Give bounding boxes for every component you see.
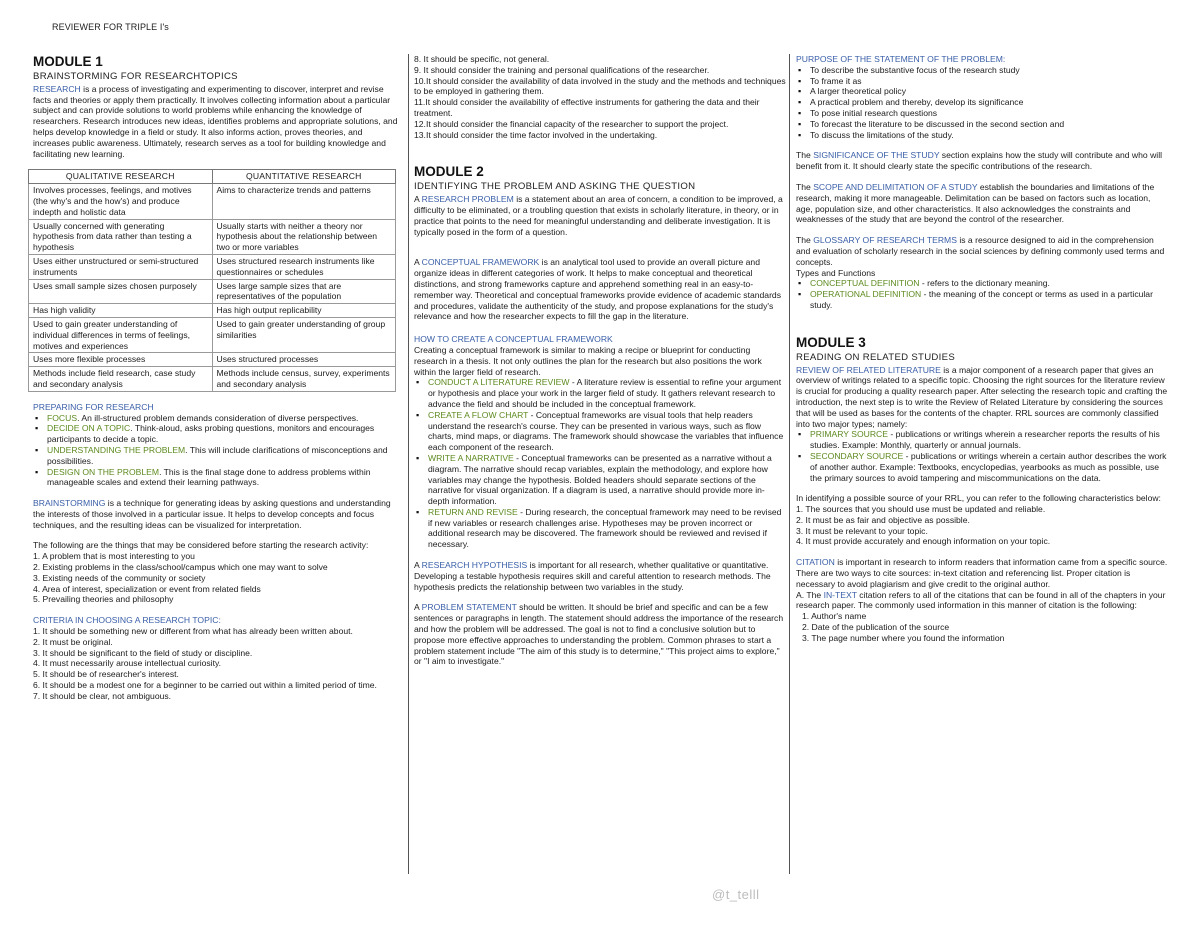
- list-item: [810, 429, 1168, 451]
- definition-text: is a major component of a research paper that gives an overview of writings related to a specific topic. Choosing the right sources for the literature review is crucial for producing a quality research paper. After selecting the research topic and crafting the introduction, the next step is to write the Review of Related Literature by considering the sources that will be used as bases for the contents of the chapter. RRL sources are commonly classified into two major types; namely:: [796, 364, 1168, 429]
- types-label: Types and Functions: [796, 267, 876, 278]
- preparing-list: [33, 413, 400, 489]
- item-text: . An ill-structured problem demands consideration of diverse perspectives.: [77, 412, 359, 423]
- definition-text: is an analytical tool used to provide an overall picture and organize ideas in different categories of work. It helps to make conceptual and theoretical distinctions, and strong frameworks capture and apprehend something real in an easy-to-remember way. Theoretical and conceptual frameworks provide evidence of academic standards and procedures, validate the authenticity of the study, and propose explanations for the study's relevance and how the researcher expects to fill the gap in the literature.: [414, 257, 782, 322]
- table-cell: Uses more flexible processes: [29, 353, 213, 367]
- table-cell: Has high validity: [29, 304, 213, 318]
- list-item: 2. It must be as fair and objective as possible.: [796, 514, 970, 525]
- module-1-subtitle: BRAINSTORMING FOR RESEARCHTOPICS: [33, 71, 238, 82]
- identify-intro: In identifying a possible source of your RRL, you can refer to the following characteristics below:: [796, 493, 1161, 504]
- item-text: - the meaning of the concept or terms as used in a particular study.: [810, 289, 1153, 310]
- term-brainstorming: BRAINSTORMING: [33, 498, 106, 509]
- table-cell: Used to gain greater understanding of group similarities: [212, 317, 396, 352]
- column-divider: [789, 54, 790, 874]
- table-cell: Uses large sample sizes that are representatives of the population: [212, 279, 396, 304]
- table-cell: Aims to characterize trends and patterns: [212, 184, 396, 219]
- table-header-qualitative: QUALITATIVE RESEARCH: [29, 170, 213, 184]
- list-item: ▪ A larger theoretical policy: [810, 86, 1168, 97]
- list-item: [428, 410, 786, 453]
- list-item: [810, 289, 1168, 311]
- following-list: [33, 551, 400, 605]
- list-item: 1. It should be something new or different from what has already been written about.: [33, 626, 353, 637]
- column-divider: [408, 54, 409, 874]
- sources-list: [796, 429, 1168, 483]
- term-research-problem: RESEARCH PROBLEM: [421, 194, 514, 205]
- purpose-heading: PURPOSE OF THE STATEMENT OF THE PROBLEM:: [796, 54, 1006, 64]
- table-row: [29, 184, 396, 219]
- definition-text: section explains how the study will contribute and who will benefit from it. It should clearly state the specific contributions of the research.: [796, 150, 1163, 172]
- term-label: DECIDE ON A TOPIC: [47, 423, 131, 434]
- term-label: WRITE A NARRATIVE: [428, 452, 514, 463]
- prefix-text: A. The: [796, 589, 824, 600]
- research-definition: [33, 84, 400, 160]
- table-row: [29, 279, 396, 304]
- table-cell: Uses structured processes: [212, 353, 396, 367]
- table-cell: Methods include census, survey, experiments and secondary analysis: [212, 367, 396, 392]
- citation-definition: [796, 557, 1168, 589]
- problem-statement-definition: [414, 602, 786, 667]
- significance-definition: [796, 150, 1168, 172]
- column-1: [33, 52, 400, 702]
- term-label: DESIGN ON THE PROBLEM: [47, 466, 160, 477]
- term-label: SECONDARY SOURCE: [810, 450, 904, 461]
- column-3: [796, 54, 1168, 644]
- item-text: - A literature review is essential to refine your argument or hypothesis and place your work in the larger field of study. It gathers relevant research to advance the field and should be included in the conceptual framework.: [428, 377, 782, 409]
- list-item: 11.It should consider the availability of effective instruments for gathering the data and their treatment.: [414, 97, 760, 118]
- list-item: [47, 423, 400, 445]
- list-item: 3. Existing needs of the community or society: [33, 572, 206, 583]
- list-item: ▪ To pose initial research questions: [810, 108, 1168, 119]
- table-header-quantitative: QUANTITATIVE RESEARCH: [212, 170, 396, 184]
- list-item: 6. It should be a modest one for a beginner to be carried out within a limited period of time.: [33, 680, 377, 691]
- definition-text: is a statement about an area of concern, a condition to be improved, a difficulty to be eliminated, or a troubling question that exists in scholarly literature, in theory, or in practice that points to the need for meaningful understanding and deliberate investigation. It is typically posed in the form of a question.: [414, 194, 783, 237]
- table-cell: Methods include field research, case study and secondary analysis: [29, 367, 213, 392]
- list-item: ▪ To forecast the literature to be discussed in the second section and: [810, 119, 1168, 130]
- preparing-heading: PREPARING FOR RESEARCH: [33, 401, 154, 412]
- table-row: [29, 304, 396, 318]
- definition-text: should be written. It should be brief and specific and can be a few sentences or paragraphs in length. The statement should address the importance of the research and how the problem will be addressed. The goal is not to find a conclusive solution but to propose more effective approaches to understanding the problem. Common phrases to start a problem statement include "The aim of this study is to determine," "This project aims to explore," or "I aim to investigate.": [414, 602, 784, 667]
- list-item: 2. It must be original.: [33, 636, 113, 647]
- definition-text: is important in research to inform readers that information came from a specific source. There are two ways to cite sources: in-text citation and referencing list. Proper citation is necessary to avoid plagiarism and give credit to the original author.: [796, 557, 1168, 589]
- term-significance: SIGNIFICANCE OF THE STUDY: [813, 150, 940, 161]
- table-row: [29, 254, 396, 279]
- prefix-text: A: [414, 257, 422, 268]
- table-cell: Usually starts with neither a theory nor hypothesis about the relationship between two or more variables: [212, 219, 396, 254]
- prefix-text: A: [414, 602, 422, 613]
- comparison-table: [28, 169, 396, 391]
- term-label: PRIMARY SOURCE: [810, 429, 888, 440]
- list-item: [428, 377, 786, 409]
- list-item: 9. It should consider the training and personal qualifications of the researcher.: [414, 64, 710, 75]
- scope-definition: [796, 182, 1168, 225]
- list-item: [428, 453, 786, 507]
- list-item: 13.It should consider the time factor involved in the undertaking.: [414, 129, 658, 140]
- prefix-text: The: [796, 181, 814, 192]
- intext-list: [796, 611, 1168, 643]
- list-item: 8. It should be specific, not general.: [414, 54, 550, 64]
- list-item: 5. It should be of researcher's interest.: [33, 669, 179, 680]
- definition-text: citation refers to all of the citations that can be found in all of the chapters in your research paper. The commonly used information in this manner of citation is the following:: [796, 589, 1166, 611]
- list-item: 1. A problem that is most interesting to you: [33, 551, 195, 562]
- list-item: 2. Existing problems in the class/school/campus which one may want to solve: [33, 562, 328, 573]
- identify-list: [796, 504, 1168, 547]
- table-row: [29, 219, 396, 254]
- term-label: CONCEPTUAL DEFINITION: [810, 278, 920, 289]
- prefix-text: A: [414, 194, 422, 205]
- item-text: - Conceptual frameworks are visual tools that help readers understand the research's course. They can be presented in various ways, such as flow charts, mind maps, or diagrams. The framework should showcase the variables that influence each component of the research.: [428, 409, 784, 453]
- table-row: [29, 317, 396, 352]
- list-item: [47, 413, 400, 424]
- definition-text: is a process of investigating and experimenting to discover, interpret and revise facts and theories or apply them practically. It involves collecting information about a particular subject and can provide solutions to world problems while enhancing the knowledge of researchers. Research introduces new ideas, identifies problems and appropriate solutions, and helps develop knowledge in a field or study. It also informs action, proves theories, and increases public awareness. Ultimately, research serves as a tool for building knowledge and facilitating new learning.: [33, 83, 398, 159]
- module-3-title: MODULE 3: [796, 334, 866, 350]
- list-item: 1. Author's name: [802, 611, 867, 622]
- glossary-definition: [796, 235, 1168, 267]
- table-cell: Uses either unstructured or semi-structured instruments: [29, 254, 213, 279]
- column-2: [414, 54, 786, 677]
- how-to-heading: HOW TO CREATE A CONCEPTUAL FRAMEWORK: [414, 334, 613, 345]
- research-hypothesis-definition: [414, 560, 786, 592]
- list-item: [47, 467, 400, 489]
- table-cell: Usually concerned with generating hypothesis from data rather than testing a hypothesis: [29, 219, 213, 254]
- list-item: 7. It should be clear, not ambiguous.: [33, 690, 172, 701]
- definition-text: is important for all research, whether qualitative or quantitative. Developing a testable hypothesis requires skill and careful attention to research methods. The hypothesis predicts the relationship between two variables in the study.: [414, 560, 771, 592]
- term-intext: IN-TEXT: [823, 589, 857, 600]
- research-problem-definition: [414, 194, 786, 237]
- list-item: 3. The page number where you found the information: [802, 632, 1005, 643]
- list-item: 4. It must provide accurately and enough information on your topic.: [796, 536, 1051, 547]
- item-text: - Conceptual frameworks can be presented as a narrative without a diagram. The narrative should recap variables, explain the methodology, and explore how variables may change the hypothesis. Bolded headers should separate sections of the narrative for visual organization. If a diagram is used, a narrative should provide more in-depth information.: [428, 452, 772, 507]
- purpose-list: [796, 65, 1168, 141]
- item-text: . This will include clarifications of misconceptions and possibilities.: [47, 444, 388, 466]
- table-cell: Uses small sample sizes chosen purposely: [29, 279, 213, 304]
- table-cell: Involves processes, feelings, and motives (the why's and the how's) and produce indepth and holistic data: [29, 184, 213, 219]
- prefix-text: The: [796, 235, 814, 246]
- item-text: . This is the final stage done to address problems within manageable scales and extend their learning pathways.: [47, 466, 371, 488]
- term-glossary: GLOSSARY OF RESEARCH TERMS: [813, 235, 957, 246]
- table-cell: Has high output replicability: [212, 304, 396, 318]
- definition-text: establish the boundaries and limitations of the research, making it more manageable. Delimitation can be based on factors such as location, age, population size, and other characteristics. It also acknowledges the constraints and weaknesses of the study that are beyond the control of the researcher.: [796, 181, 1155, 225]
- module-2-subtitle: IDENTIFYING THE PROBLEM AND ASKING THE QUESTION: [414, 181, 696, 193]
- definition-text: is a resource designed to aid in the comprehension and evaluation of scholarly research in the social sciences by defining commonly used terms and concepts.: [796, 235, 1165, 267]
- module-1-title: MODULE 1: [33, 54, 103, 69]
- term-label: OPERATIONAL DEFINITION: [810, 289, 922, 300]
- following-intro: The following are the things that may be considered before starting the research activity:: [33, 540, 369, 551]
- term-rrl: REVIEW OF RELATED LITERATURE: [796, 364, 941, 375]
- module-3-subtitle: READING ON RELATED STUDIES: [796, 351, 956, 363]
- criteria-list-continued: [414, 54, 786, 140]
- criteria-heading: CRITERIA IN CHOOSING A RESEARCH TOPIC:: [33, 615, 221, 626]
- term-scope: SCOPE AND DELIMITATION OF A STUDY: [813, 181, 978, 192]
- term-label: FOCUS: [47, 412, 78, 423]
- prefix-text: The: [796, 150, 814, 161]
- list-item: [428, 507, 786, 550]
- table-row: [29, 367, 396, 392]
- types-list: [796, 278, 1168, 310]
- list-item: [47, 445, 400, 467]
- term-label: RETURN AND REVISE: [428, 506, 518, 517]
- list-item: 2. Date of the publication of the source: [802, 622, 950, 633]
- list-item: 4. It must necessarily arouse intellectual curiosity.: [33, 658, 222, 669]
- term-label: CREATE A FLOW CHART: [428, 409, 529, 420]
- term-conceptual-framework: CONCEPTUAL FRAMEWORK: [421, 257, 540, 268]
- table-row: [29, 353, 396, 367]
- item-text: . Think-aloud, asks probing questions, monitors and encourages participants to decide a topic.: [47, 423, 375, 445]
- list-item: 5. Prevailing theories and philosophy: [33, 594, 174, 605]
- term-citation: CITATION: [796, 557, 835, 568]
- list-item: 3. It must be relevant to your topic.: [796, 525, 928, 536]
- table-cell: Uses structured research instruments like questionnaires or schedules: [212, 254, 396, 279]
- module-2-title: MODULE 2: [414, 164, 484, 180]
- item-text: - During research, the conceptual framework may need to be revised if new variables or research challenges arise. Hypotheses may be proven incorrect or additional research may be discovered. The framework should be reviewed and revised if necessary.: [428, 506, 782, 550]
- watermark: @t_telll: [712, 887, 760, 902]
- list-item: 4. Area of interest, specialization or event from related fields: [33, 583, 261, 594]
- term-label: CONDUCT A LITERATURE REVIEW: [428, 377, 570, 388]
- list-item: ▪ To frame it as: [810, 76, 1168, 87]
- item-text: - publications or writings wherein a certain author describes the work of another author. Example: Textbooks, encyclopedias, yearbooks as much as possible, use the primary sources to avoid tampering and miscommunications on the data.: [810, 450, 1167, 483]
- document-header: REVIEWER FOR TRIPLE I's: [52, 22, 169, 32]
- how-to-intro: Creating a conceptual framework is similar to making a recipe or blueprint for conducting research in a thesis. It not only outlines the plan for the research but also positions the work within the larger field of research.: [414, 344, 762, 377]
- list-item: 10.It should consider the availability of data involved in the study and the methods and techniques to be employed in gathering them.: [414, 75, 786, 97]
- list-item: [810, 278, 1168, 289]
- list-item: [810, 451, 1168, 483]
- intext-definition: [796, 590, 1168, 612]
- item-text: - publications or writings wherein a researcher reports the results of his studies. Example: Monthly, quarterly or annual journals.: [810, 429, 1160, 451]
- rrl-definition: [796, 365, 1168, 430]
- list-item: ▪ A practical problem and thereby, develop its significance: [810, 97, 1168, 108]
- list-item: 1. The sources that you should use must be updated and reliable.: [796, 504, 1046, 515]
- how-to-list: [414, 377, 786, 550]
- definition-text: is a technique for generating ideas by asking questions and understanding the interests of those involved in a particular issue. It helps to develop concepts and focus techniques, and the resulting ideas can be visualized for interpretation.: [33, 498, 391, 530]
- brainstorming-definition: [33, 498, 400, 530]
- term-problem-statement: PROBLEM STATEMENT: [421, 602, 517, 613]
- item-text: - refers to the dictionary meaning.: [919, 278, 1050, 289]
- term-research: RESEARCH: [33, 83, 81, 94]
- list-item: ▪ To describe the substantive focus of the research study: [810, 65, 1168, 76]
- prefix-text: A: [414, 560, 422, 571]
- table-cell: Used to gain greater understanding of individual differences in terms of feelings, motives and experiences: [29, 317, 213, 352]
- conceptual-framework-definition: [414, 257, 786, 322]
- list-item: 3. It should be significant to the field of study or discipline.: [33, 647, 253, 658]
- term-research-hypothesis: RESEARCH HYPOTHESIS: [421, 560, 528, 571]
- list-item: ▪ To discuss the limitations of the study.: [810, 130, 1168, 141]
- criteria-list: [33, 626, 400, 702]
- list-item: 12.It should consider the financial capacity of the researcher to support the project.: [414, 118, 729, 129]
- term-label: UNDERSTANDING THE PROBLEM: [47, 444, 186, 455]
